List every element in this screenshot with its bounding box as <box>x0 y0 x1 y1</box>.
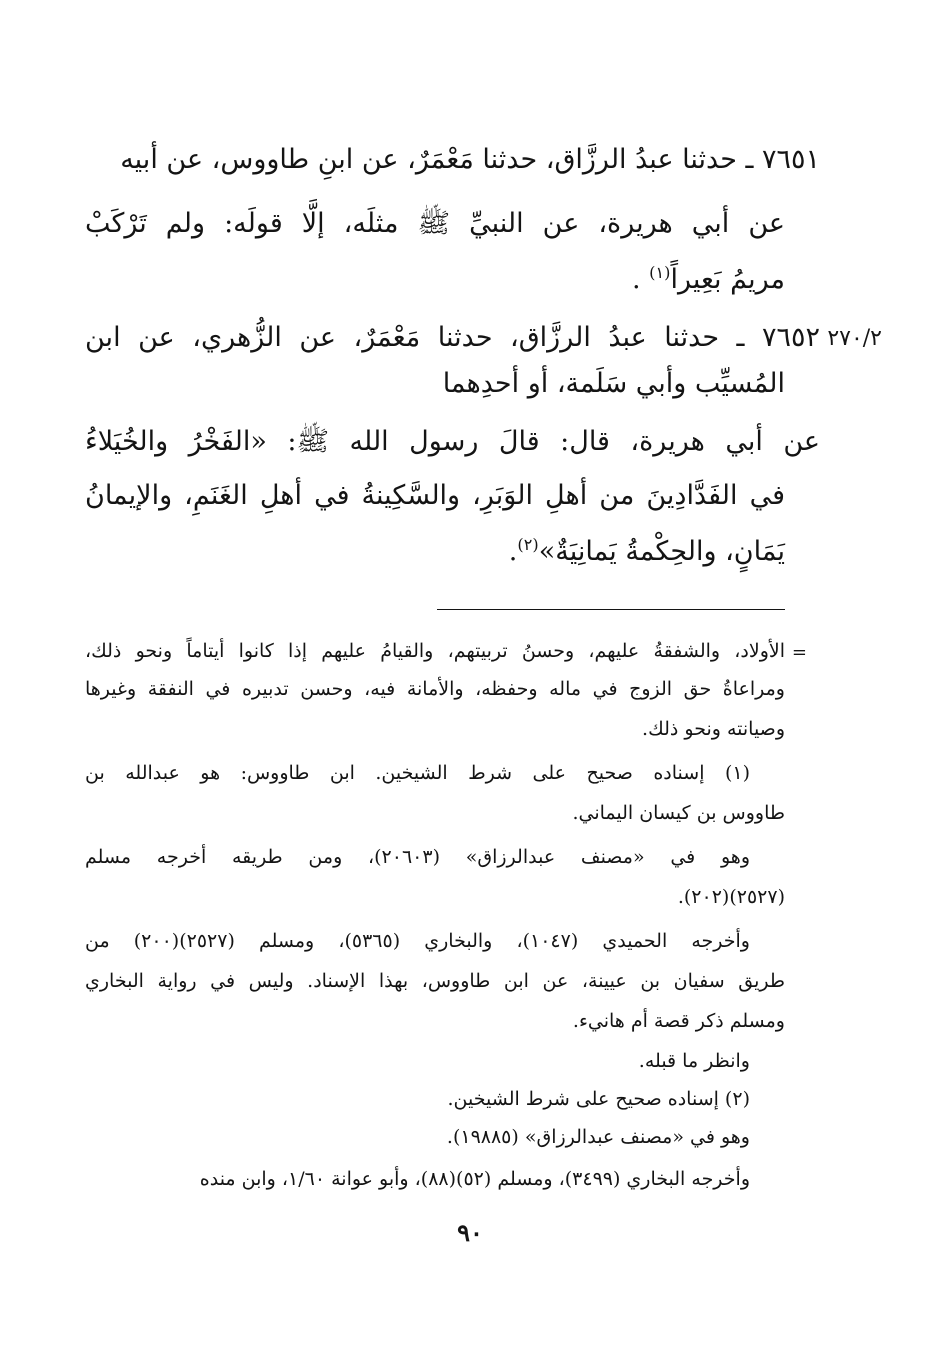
hadith-7652-line-4: في الفَدَّادِينَ من أهلِ الوَبَرِ، والسَّكِينةُ في أهلِ الغَنَمِ، والإيمانُ <box>85 480 785 511</box>
footnote-1-line-5: وأخرجه الحميدي (١٠٤٧)، والبخاري (٥٣٦٥)، ومسلم (٢٥٢٧)(٢٠٠) من <box>85 930 750 952</box>
footnote-1-line-1: (١) إسناده صحيح على شرط الشيخين. ابن طاووس: هو عبدالله بن <box>85 762 750 784</box>
footnote-1-line-6: طريق سفيان بن عيينة، عن ابن طاووس، بهذا الإسناد. وليس في رواية البخاري <box>85 970 785 992</box>
footnote-1-line-4: (٢٥٢٧)(٢٠٢). <box>677 886 785 908</box>
footnote-continuation-line-2: ومراعاةُ حق الزوج في ماله وحفظه، والأمانة فيه، وحسن تدبيره في النفقة وغيرها <box>85 678 785 700</box>
footnote-continuation-line-3: وصيانته ونحو ذلك. <box>642 718 785 740</box>
footnote-separator <box>437 609 785 610</box>
footnote-continuation-line-1: الأولاد، والشفقةُ عليهم، وحسنُ تربيتهم، والقيامُ عليهم إذا كانوا أيتاماً ونحو ذلك، <box>85 640 785 662</box>
hadith-7652-line-5 <box>508 535 785 567</box>
margin-volume-page-reference: ٢٧٠/٢ <box>827 326 882 351</box>
hadith-7652-line-5-text: يَمَانٍ، والحِكْمةُ يَمانِيَةٌ» <box>538 536 785 567</box>
footnote-1-line-3: وهو في «مصنف عبدالرزاق» (٢٠٦٠٣)، ومن طريقه أخرجه مسلم <box>85 846 750 868</box>
continuation-mark-start: = <box>791 642 807 663</box>
hadith-7651-line-3 <box>631 263 785 295</box>
footnote-1-line-7: ومسلم ذكر قصة أم هانيء. <box>572 1010 785 1032</box>
hadith-7652-line-2: المُسيِّب وأبي سَلَمة، أو أحدِهما <box>442 368 785 399</box>
hadith-7651-line-2: عن أبي هريرة، عن النبيِّ ﷺ مثلَه، إلَّا قولَه: ولم تَرْكَبْ <box>85 208 785 239</box>
hadith-7652-line-3: عن أبي هريرة، قال: قالَ رسول الله ﷺ: «الفَخْرُ والخُيَلاءُ <box>85 426 820 457</box>
hadith-7652-line-1: ٧٦٥٢ ـ حدثنا عبدُ الرزَّاق، حدثنا مَعْمَرٌ، عن الزُّهري، عن ابن <box>85 322 820 353</box>
footnote-ref-1: (١) <box>649 263 671 282</box>
footnote-ref-2: (٢) <box>517 535 539 554</box>
hadith-7651-line-1: ٧٦٥١ ـ حدثنا عبدُ الرزَّاق، حدثنا مَعْمَرٌ، عن ابنِ طاووس، عن أبيه <box>120 144 820 175</box>
footnote-2-line-3: وأخرجه البخاري (٣٤٩٩)، ومسلم (٥٢)(٨٨)، وأبو عوانة ١/٦٠، وابن منده <box>199 1168 750 1190</box>
hadith-7651-line-3-text: مريمُ بَعِيراً <box>670 264 785 295</box>
footnote-2-line-2: وهو في «مصنف عبدالرزاق» (١٩٨٨٥). <box>446 1126 750 1148</box>
hadith-7651-line-3-end: . <box>631 264 650 295</box>
footnote-1-line-8: وانظر ما قبله. <box>638 1050 750 1072</box>
page-number: ٩٠ <box>457 1218 483 1247</box>
hadith-7652-line-5-end: . <box>508 536 518 567</box>
footnote-1-line-2: طاووس بن كيسان اليماني. <box>572 802 785 824</box>
footnote-2-line-1: (٢) إسناده صحيح على شرط الشيخين. <box>447 1088 750 1110</box>
